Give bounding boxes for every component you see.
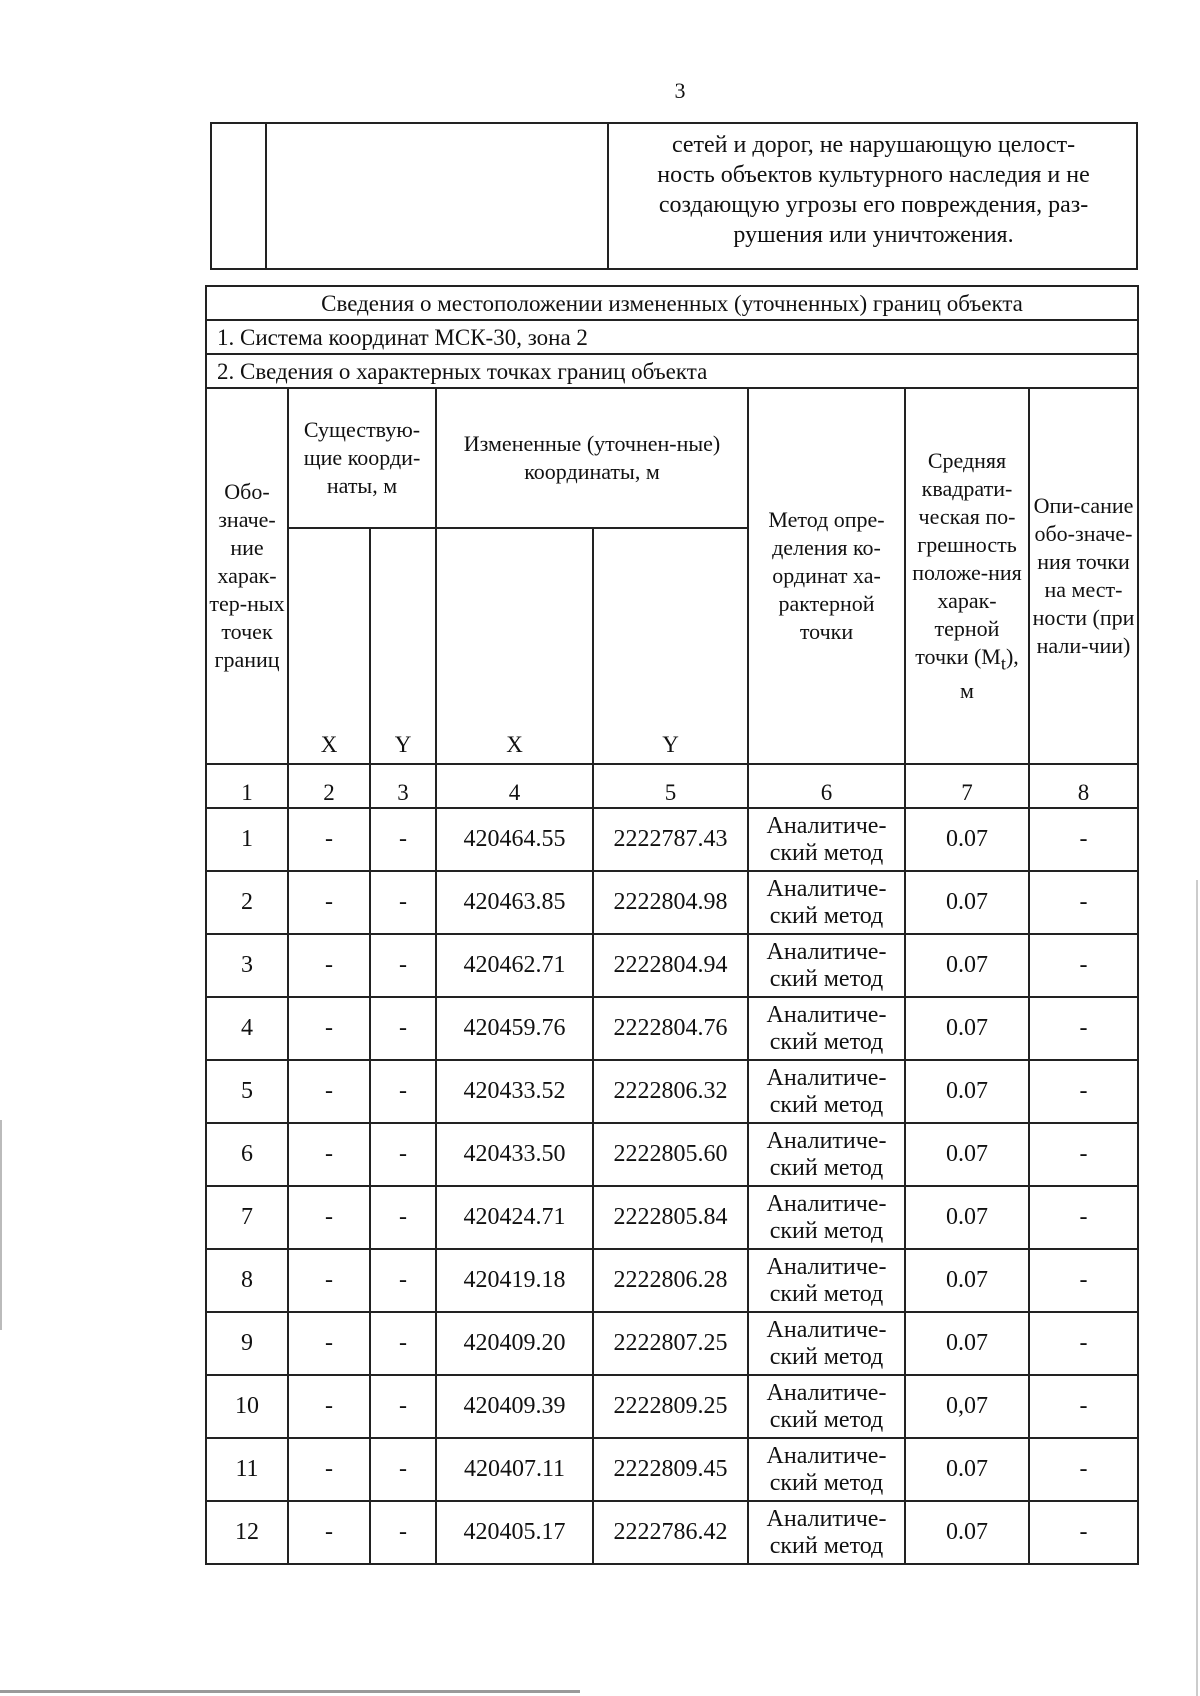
header-error-subscript: t [1000, 653, 1006, 674]
header-existing-y: Y [370, 528, 436, 764]
error-cell: 0.07 [905, 871, 1029, 934]
column-number: 4 [436, 764, 593, 808]
existing-y-cell: - [370, 1375, 436, 1438]
header-description: Опи-сание обо-значе-ния точки на мест-ности (при нали-чии) [1029, 388, 1138, 764]
description-cell: - [1029, 1060, 1138, 1123]
existing-y-cell: - [370, 1501, 436, 1564]
error-cell: 0.07 [905, 997, 1029, 1060]
changed-y-cell: 2222805.60 [593, 1123, 748, 1186]
existing-x-cell: - [288, 1375, 370, 1438]
existing-y-cell: - [370, 1060, 436, 1123]
continuation-text [609, 124, 1136, 250]
boundary-points-table [205, 285, 1139, 1565]
points-section-title: 2. Сведения о характерных точках границ объекта [206, 354, 1138, 388]
changed-x-cell: 420407.11 [436, 1438, 593, 1501]
column-number: 8 [1029, 764, 1138, 808]
table-row [206, 1123, 1138, 1186]
point-number-cell: 4 [206, 997, 288, 1060]
table-row [206, 1501, 1138, 1564]
table-row [206, 871, 1138, 934]
column-number: 1 [206, 764, 288, 808]
existing-y-cell: - [370, 871, 436, 934]
method-cell: Аналитиче-ский метод [748, 1312, 905, 1375]
existing-y-cell: - [370, 1186, 436, 1249]
existing-x-cell: - [288, 1060, 370, 1123]
continuation-table [210, 122, 1138, 270]
changed-x-cell: 420419.18 [436, 1249, 593, 1312]
header-existing-coordinates: Существую-щие коорди-наты, м [288, 388, 436, 528]
method-cell: Аналитиче-ский метод [748, 1438, 905, 1501]
column-number: 3 [370, 764, 436, 808]
changed-x-cell: 420433.52 [436, 1060, 593, 1123]
existing-x-cell: - [288, 1438, 370, 1501]
error-cell: 0.07 [905, 1501, 1029, 1564]
existing-x-cell: - [288, 1123, 370, 1186]
point-number-cell: 12 [206, 1501, 288, 1564]
changed-y-cell: 2222806.28 [593, 1249, 748, 1312]
existing-x-cell: - [288, 997, 370, 1060]
error-cell: 0.07 [905, 1186, 1029, 1249]
changed-y-cell: 2222805.84 [593, 1186, 748, 1249]
changed-y-cell: 2222807.25 [593, 1312, 748, 1375]
scan-edge-right [1196, 880, 1198, 1696]
column-number: 2 [288, 764, 370, 808]
coordinate-system: 1. Система координат МСК-30, зона 2 [206, 320, 1138, 354]
header-designation: Обо-значе-ние харак-тер-ных точек границ [206, 388, 288, 764]
error-cell: 0,07 [905, 1375, 1029, 1438]
changed-x-cell: 420459.76 [436, 997, 593, 1060]
table-row [206, 997, 1138, 1060]
changed-y-cell: 2222806.32 [593, 1060, 748, 1123]
point-number-cell: 3 [206, 934, 288, 997]
changed-y-cell: 2222786.42 [593, 1501, 748, 1564]
continuation-cell-empty-2 [266, 123, 608, 269]
header-error-text: Средняя квадрати-ческая по-грешность положе-ния харак-терной точки (M [912, 447, 1022, 669]
existing-y-cell: - [370, 1249, 436, 1312]
description-cell: - [1029, 997, 1138, 1060]
point-number-cell: 5 [206, 1060, 288, 1123]
description-cell: - [1029, 1312, 1138, 1375]
changed-x-cell: 420462.71 [436, 934, 593, 997]
point-number-cell: 7 [206, 1186, 288, 1249]
description-cell: - [1029, 1375, 1138, 1438]
header-method: Метод опре-деления ко-ординат ха-рактерной точки [748, 388, 905, 764]
changed-x-cell: 420424.71 [436, 1186, 593, 1249]
method-cell: Аналитиче-ский метод [748, 808, 905, 871]
page-number: 3 [674, 78, 686, 103]
method-cell: Аналитиче-ский метод [748, 1249, 905, 1312]
point-number-cell: 9 [206, 1312, 288, 1375]
column-number: 5 [593, 764, 748, 808]
changed-x-cell: 420433.50 [436, 1123, 593, 1186]
changed-y-cell: 2222804.94 [593, 934, 748, 997]
existing-y-cell: - [370, 1312, 436, 1375]
continuation-text-cell [608, 123, 1137, 269]
description-cell: - [1029, 1123, 1138, 1186]
header-error [905, 388, 1029, 764]
scan-edge-bottom [0, 1690, 580, 1693]
description-cell: - [1029, 934, 1138, 997]
header-existing-x: X [288, 528, 370, 764]
continuation-line: рушения или уничтожения. [733, 222, 1014, 248]
header-changed-coordinates: Измененные (уточнен-ные) координаты, м [436, 388, 748, 528]
existing-x-cell: - [288, 871, 370, 934]
point-number-cell: 8 [206, 1249, 288, 1312]
changed-x-cell: 420405.17 [436, 1501, 593, 1564]
existing-x-cell: - [288, 808, 370, 871]
point-number-cell: 1 [206, 808, 288, 871]
error-cell: 0.07 [905, 1060, 1029, 1123]
existing-y-cell: - [370, 934, 436, 997]
error-cell: 0.07 [905, 1312, 1029, 1375]
method-cell: Аналитиче-ский метод [748, 1501, 905, 1564]
header-changed-y: Y [593, 528, 748, 764]
scan-edge-left [0, 1120, 2, 1330]
changed-y-cell: 2222809.45 [593, 1438, 748, 1501]
column-number: 6 [748, 764, 905, 808]
method-cell: Аналитиче-ский метод [748, 997, 905, 1060]
changed-x-cell: 420464.55 [436, 808, 593, 871]
description-cell: - [1029, 808, 1138, 871]
error-cell: 0.07 [905, 1438, 1029, 1501]
changed-x-cell: 420409.39 [436, 1375, 593, 1438]
existing-x-cell: - [288, 1501, 370, 1564]
method-cell: Аналитиче-ский метод [748, 1186, 905, 1249]
table-row [206, 1312, 1138, 1375]
error-cell: 0.07 [905, 1249, 1029, 1312]
description-cell: - [1029, 1249, 1138, 1312]
continuation-line: сетей и дорог, не нарушающую целост- [671, 132, 1076, 158]
description-cell: - [1029, 1186, 1138, 1249]
table-row [206, 934, 1138, 997]
method-cell: Аналитиче-ский метод [748, 1375, 905, 1438]
column-number: 7 [905, 764, 1029, 808]
method-cell: Аналитиче-ский метод [748, 1123, 905, 1186]
error-cell: 0.07 [905, 1123, 1029, 1186]
changed-x-cell: 420409.20 [436, 1312, 593, 1375]
point-number-cell: 10 [206, 1375, 288, 1438]
changed-x-cell: 420463.85 [436, 871, 593, 934]
continuation-cell-empty-1 [211, 123, 266, 269]
existing-y-cell: - [370, 1123, 436, 1186]
changed-y-cell: 2222809.25 [593, 1375, 748, 1438]
continuation-line: создающую угрозы его повреждения, раз- [658, 192, 1089, 218]
existing-y-cell: - [370, 808, 436, 871]
existing-x-cell: - [288, 934, 370, 997]
error-cell: 0.07 [905, 808, 1029, 871]
method-cell: Аналитиче-ский метод [748, 871, 905, 934]
point-number-cell: 11 [206, 1438, 288, 1501]
description-cell: - [1029, 1438, 1138, 1501]
header-changed-x: X [436, 528, 593, 764]
header-error-unit: ), м [960, 643, 1019, 704]
point-number-cell: 2 [206, 871, 288, 934]
existing-y-cell: - [370, 1438, 436, 1501]
table-row [206, 808, 1138, 871]
existing-y-cell: - [370, 997, 436, 1060]
method-cell: Аналитиче-ский метод [748, 1060, 905, 1123]
table-row [206, 1249, 1138, 1312]
table-row [206, 1438, 1138, 1501]
changed-y-cell: 2222804.76 [593, 997, 748, 1060]
description-cell: - [1029, 871, 1138, 934]
changed-y-cell: 2222787.43 [593, 808, 748, 871]
table-row [206, 1186, 1138, 1249]
section-title: Сведения о местоположении измененных (уточненных) границ объекта [206, 286, 1138, 320]
description-cell: - [1029, 1501, 1138, 1564]
point-number-cell: 6 [206, 1123, 288, 1186]
changed-y-cell: 2222804.98 [593, 871, 748, 934]
existing-x-cell: - [288, 1312, 370, 1375]
column-numbers-row [206, 764, 1138, 808]
table-row [206, 1375, 1138, 1438]
existing-x-cell: - [288, 1186, 370, 1249]
continuation-line: ность объектов культурного наследия и не [657, 162, 1090, 188]
existing-x-cell: - [288, 1249, 370, 1312]
table-row [206, 1060, 1138, 1123]
error-cell: 0.07 [905, 934, 1029, 997]
method-cell: Аналитиче-ский метод [748, 934, 905, 997]
